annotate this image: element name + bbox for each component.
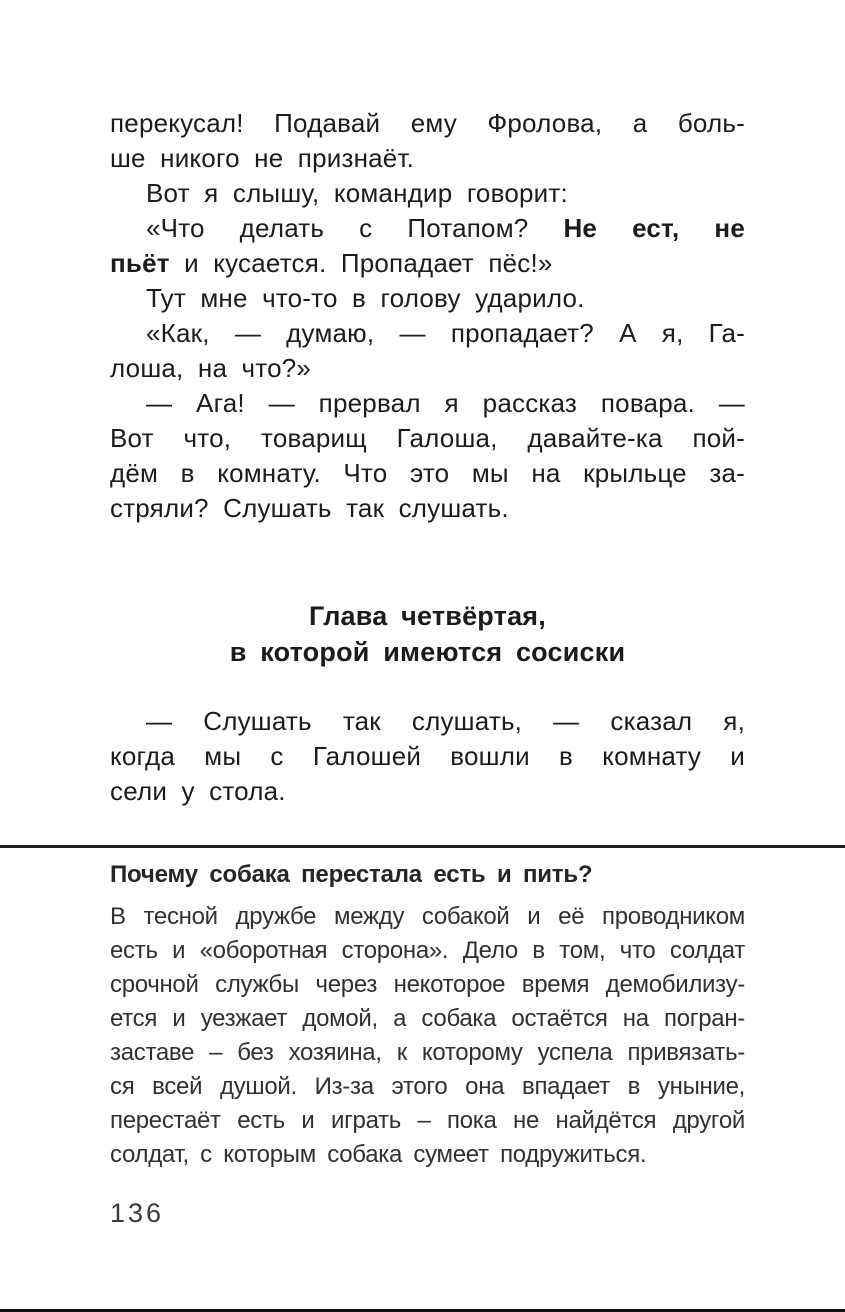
infobox-text: [110, 900, 745, 1172]
text-line: ется и уезжает домой, а собака остаётся на погран-: [110, 1005, 745, 1032]
text-line: Вот что, товарищ Галоша, давайте-ка пой-: [110, 423, 745, 453]
text-line: В тесной дружбе между собакой и её проводником: [110, 903, 745, 930]
text-line: дём в комнату. Что это мы на крыльце за-: [110, 458, 745, 488]
chapter-title-line1: Глава четвёртая,: [309, 601, 546, 631]
text-line: — Ага! — прервал я рассказ повара. —: [146, 388, 745, 418]
text-line: — Слушать так слушать, — сказал я,: [146, 706, 745, 736]
infobox-heading: Почему собака перестала есть и пить?: [110, 861, 593, 888]
text-segment: и кусается. Пропадает пёс!»: [169, 248, 553, 278]
text-segment: «Что делать с Потапом?: [146, 213, 564, 243]
page-number: 136: [110, 1198, 165, 1228]
text-line: есть и «оборотная сторона». Дело в том, что солдат: [110, 937, 745, 964]
text-line: Вот я слышу, командир говорит:: [146, 178, 568, 208]
text-line: срочной службы через некоторое время демобилизу-: [110, 971, 745, 998]
section-divider-rule: [0, 845, 845, 848]
bold-text-segment: пьёт: [110, 248, 170, 278]
text-line: лоша, на что?»: [110, 353, 312, 383]
chapter-heading: [110, 598, 745, 670]
text-line: сели у стола.: [110, 776, 286, 806]
text-line: перекусал! Подавай ему Фролова, а боль-: [110, 108, 745, 138]
text-line: стряли? Слушать так слушать.: [110, 493, 509, 523]
text-line: [110, 246, 745, 281]
chapter-opening-text: [110, 704, 745, 809]
text-line: перестаёт есть и играть – пока не найдётся другой: [110, 1107, 745, 1134]
text-line: когда мы с Галошей вошли в комнату и: [110, 741, 745, 771]
story-text: [110, 106, 745, 526]
bold-text-segment: Не ест, не: [563, 213, 745, 243]
text-line: заставе – без хозяина, к которому успела привязать-: [110, 1039, 745, 1066]
text-line: [110, 211, 745, 246]
text-line: «Как, — думаю, — пропадает? А я, Га-: [146, 318, 745, 348]
text-line: солдат, с которым собака сумеет подружиться.: [110, 1141, 647, 1168]
text-line: ше никого не признаёт.: [110, 143, 415, 173]
chapter-title-line2: в которой имеются сосиски: [229, 637, 626, 667]
text-line: ся всей душой. Из-за этого она впадает в уныние,: [110, 1073, 745, 1100]
text-line: Тут мне что-то в голову ударило.: [146, 283, 585, 313]
